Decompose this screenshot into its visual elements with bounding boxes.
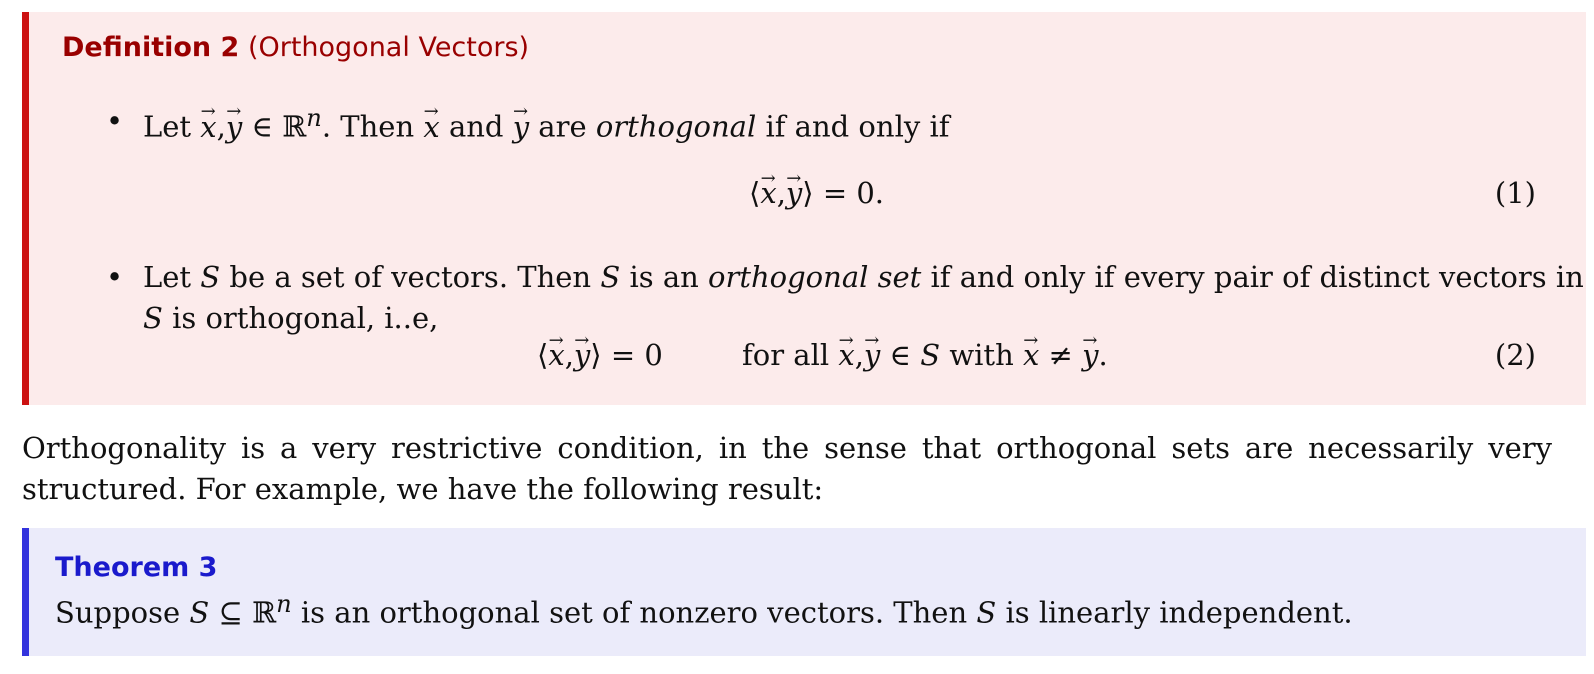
exponent-n: n: [306, 104, 322, 132]
word: . Then: [321, 109, 415, 144]
period: .: [1098, 338, 1108, 372]
word: is linearly independent.: [1005, 595, 1353, 630]
definition-title: [62, 32, 529, 63]
body-paragraph: Orthogonality is a very restrictive condition, in the sense that orthogonal sets are necessarily very structured. For example, we have the following result:: [22, 431, 1552, 506]
comma: ,: [776, 176, 786, 210]
vector-y: y →: [574, 338, 590, 372]
set-S: S: [976, 595, 997, 630]
bullet-2: •: [106, 260, 124, 294]
in-rn: ∈ ℝ: [251, 109, 307, 144]
angle-open: ⟨: [537, 338, 549, 372]
word: if and only if: [765, 109, 950, 144]
vector-x: x →: [548, 338, 564, 372]
vector-x: x →: [760, 176, 776, 210]
word: with: [949, 338, 1014, 372]
theorem-box: [22, 528, 1586, 656]
vector-x: x →: [423, 110, 439, 144]
equation-number-2: (2): [1494, 338, 1536, 372]
vector-x: x →: [1023, 338, 1039, 372]
set-S: S: [200, 260, 221, 294]
vector-y: y →: [864, 338, 880, 372]
word: Suppose: [55, 595, 181, 630]
vector-y: y →: [226, 110, 242, 144]
word: if and only if every pair of distinct vectors in: [930, 260, 1584, 294]
exponent-n: n: [276, 590, 292, 618]
equation-rhs: ⟩ = 0.: [802, 176, 885, 210]
set-S: S: [600, 260, 621, 294]
term-orthogonal: orthogonal: [595, 109, 757, 144]
equation-rhs: ⟩ = 0: [590, 338, 663, 372]
theorem-title: Theorem 3: [55, 552, 218, 583]
theorem-statement: [55, 590, 1353, 630]
angle-open: ⟨: [749, 176, 761, 210]
comma: ,: [564, 338, 574, 372]
definition-item-1-text: Let x →,y → ∈ ℝ$^n$. Then x → and y → are orthogonal if and only if: [143, 104, 949, 144]
word: is orthogonal, i..e,: [172, 301, 439, 335]
set-S: S: [189, 595, 210, 630]
definition-label: Definition 2: [62, 32, 240, 63]
word: Let: [143, 260, 192, 294]
word: for all: [742, 338, 830, 372]
word: and: [448, 109, 504, 144]
set-S: S: [143, 301, 163, 335]
word: be a set of vectors. Then: [229, 260, 592, 294]
subset-rn: ⊆ ℝ: [218, 595, 277, 630]
word: Let: [143, 109, 192, 144]
vector-x: x →: [838, 338, 854, 372]
word: is an: [629, 260, 699, 294]
equation-1: [749, 176, 884, 210]
equation-2-right: for all x →,y → ∈ S with x → ≠ y →.: [742, 338, 1108, 372]
word: are: [538, 109, 587, 144]
equation-2-left: [537, 338, 663, 372]
word: is an orthogonal set of nonzero vectors. Then: [300, 595, 968, 630]
element-of: ∈: [889, 338, 911, 372]
definition-item-2-line-2: [143, 301, 438, 335]
definition-subtitle: (Orthogonal Vectors): [247, 32, 530, 63]
set-S: S: [920, 338, 941, 372]
definition-box: [22, 12, 1586, 405]
term-orthogonal-set: orthogonal set: [708, 260, 922, 294]
bullet-1: •: [106, 104, 124, 138]
definition-item-2-line-1: [143, 260, 1584, 294]
equation-number-1: (1): [1494, 176, 1536, 210]
not-equal: ≠: [1048, 338, 1073, 372]
vector-y: y →: [1082, 338, 1098, 372]
vector-x: x →: [200, 110, 216, 144]
vector-y: y →: [513, 110, 529, 144]
vector-y: y →: [786, 176, 802, 210]
